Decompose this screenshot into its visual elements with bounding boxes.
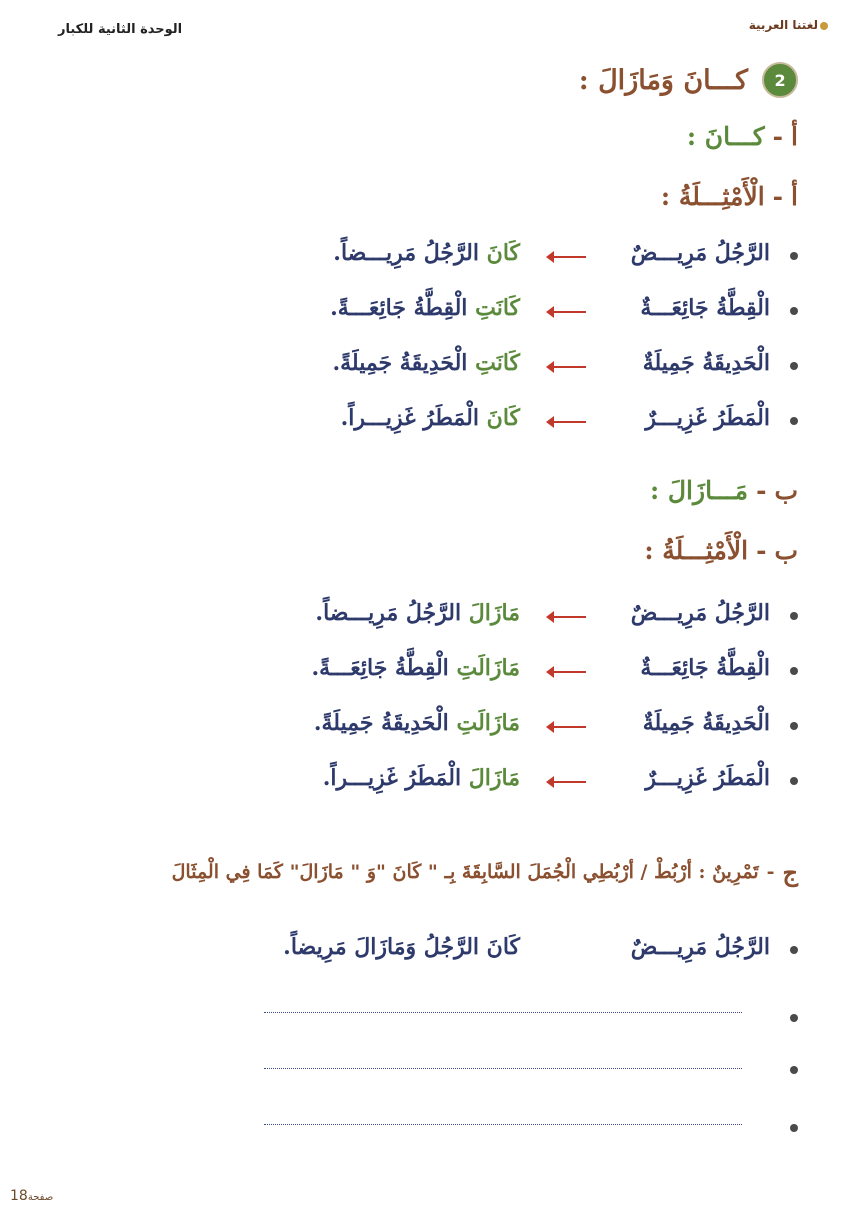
page-number: 18 [10, 1188, 28, 1204]
example-row [50, 405, 798, 445]
arrow-left-icon [548, 671, 586, 673]
example-base-sentence: الْمَطَرُ غَزِيـــرٌ [645, 765, 770, 791]
part-a-examples-dash: - [772, 181, 784, 211]
example-base-sentence: الْحَدِيقَةُ جَمِيلَةٌ [642, 710, 770, 736]
part-b-examples-title: الْأَمْثِـــلَةُ : [644, 535, 749, 565]
example-result-verb: مَازَالَتِ [456, 655, 520, 681]
part-a-examples-heading [50, 176, 798, 216]
example-result-rest: الْقِطَّةُ جَائِعَـــةً. [330, 295, 468, 321]
section-number-badge: 2 [762, 62, 798, 98]
part-b-heading [50, 470, 798, 510]
exercise-dash: - [766, 861, 775, 883]
example-result-verb: كَانَ [486, 240, 520, 266]
bullet-icon [790, 362, 798, 370]
exercise-example-base: الرَّجُلُ مَرِيـــضٌ [630, 934, 770, 960]
arrow-left-icon [548, 256, 586, 258]
exercise-instruction: تَمْرِينٌ : أرْبُطْ / أرْبُطِي الْجُمَلَ السَّابِقَةَ بِـ " كَانَ "وَ " مَازَالَ" كَمَا فِي الْمِثَالَ [171, 861, 759, 883]
page-label: صفحة [27, 1192, 54, 1203]
unit-title: الوحدة الثانية للكبار [58, 22, 183, 37]
part-b-examples-dash: - [756, 535, 767, 565]
bullet-icon [790, 946, 798, 954]
page-footer [10, 1188, 53, 1204]
part-a-title: كـــانَ : [686, 121, 765, 151]
example-result-rest: الْمَطَرُ غَزِيـــراً. [340, 405, 479, 431]
example-result-rest: الْمَطَرُ غَزِيـــراً. [322, 765, 462, 791]
logo-icon [820, 22, 828, 30]
arrow-left-icon [548, 421, 586, 423]
example-result-sentence [314, 710, 520, 736]
example-result-rest: الْقِطَّةُ جَائِعَـــةً. [311, 655, 449, 681]
example-result-verb: كَانَتِ [475, 350, 520, 376]
example-result-sentence [333, 240, 520, 266]
arrow-left-icon [548, 366, 586, 368]
example-row [50, 600, 798, 640]
example-base-sentence: الْقِطَّةُ جَائِعَـــةٌ [640, 295, 770, 321]
example-result-sentence [341, 405, 520, 431]
section-title: كـــانَ وَمَازَالَ : [578, 64, 748, 96]
example-result-rest: الْحَدِيقَةُ جَمِيلَةً. [332, 350, 468, 376]
bullet-icon [790, 307, 798, 315]
exercise-example-answer: كَانَ الرَّجُلُ وَمَازَالَ مَرِيضاً. [283, 934, 520, 960]
answer-line-3[interactable] [264, 1124, 742, 1125]
example-result-sentence [323, 765, 520, 791]
brand-logo [749, 18, 828, 32]
exercise-answer-row-3 [50, 1112, 798, 1152]
example-row [50, 240, 798, 280]
example-row [50, 710, 798, 750]
example-result-rest: الْحَدِيقَةُ جَمِيلَةً. [313, 710, 449, 736]
bullet-icon [790, 1014, 798, 1022]
answer-line-2[interactable] [264, 1068, 742, 1069]
example-result-verb: مَازَالَ [468, 600, 520, 626]
part-a-letter: أ [791, 121, 798, 151]
part-a-dash: - [772, 121, 784, 151]
part-b-dash: - [756, 475, 767, 505]
answer-line-1[interactable] [264, 1012, 742, 1013]
section-heading [50, 58, 798, 102]
example-row [50, 765, 798, 805]
example-row [50, 350, 798, 390]
exercise-answer-row-2 [50, 1054, 798, 1094]
bullet-icon [790, 1066, 798, 1074]
example-result-sentence [315, 600, 520, 626]
bullet-icon [790, 667, 798, 675]
exercise-answer-row-1 [50, 1002, 798, 1042]
arrow-left-icon [548, 781, 586, 783]
example-base-sentence: الْمَطَرُ غَزِيـــرٌ [645, 405, 770, 431]
part-b-title: مَـــازَالَ : [649, 475, 749, 505]
example-result-sentence [330, 295, 520, 321]
example-result-verb: كَانَ [486, 405, 520, 431]
bullet-icon [790, 1124, 798, 1132]
example-result-verb: مَازَالَتِ [456, 710, 520, 736]
part-a-heading [50, 116, 798, 156]
example-result-verb: كَانَتِ [475, 295, 520, 321]
bullet-icon [790, 417, 798, 425]
bullet-icon [790, 612, 798, 620]
example-result-rest: الرَّجُلُ مَرِيـــضاً. [333, 240, 479, 266]
bullet-icon [790, 252, 798, 260]
logo-text: لغتنا العربية [748, 18, 818, 32]
part-b-letter: ب [774, 475, 798, 505]
bullet-icon [790, 777, 798, 785]
exercise-heading [50, 852, 798, 892]
example-result-sentence [332, 350, 520, 376]
example-base-sentence: الْقِطَّةُ جَائِعَـــةٌ [640, 655, 770, 681]
part-a-examples-title: الْأَمْثِـــلَةُ : [660, 181, 765, 211]
example-base-sentence: الْحَدِيقَةُ جَمِيلَةٌ [642, 350, 770, 376]
part-b-examples-letter: ب [774, 535, 798, 565]
example-base-sentence: الرَّجُلُ مَرِيـــضٌ [630, 600, 770, 626]
example-base-sentence: الرَّجُلُ مَرِيـــضٌ [630, 240, 770, 266]
example-row [50, 655, 798, 695]
part-b-examples-heading [50, 530, 798, 570]
example-result-rest: الرَّجُلُ مَرِيـــضاً. [315, 600, 462, 626]
exercise-example-row [50, 934, 798, 974]
bullet-icon [790, 722, 798, 730]
exercise-letter: ج [782, 857, 798, 887]
example-result-sentence [312, 655, 520, 681]
example-row [50, 295, 798, 335]
part-a-examples-letter: أ [791, 181, 798, 211]
arrow-left-icon [548, 726, 586, 728]
example-result-verb: مَازَالَ [468, 765, 520, 791]
arrow-left-icon [548, 311, 586, 313]
arrow-left-icon [548, 616, 586, 618]
